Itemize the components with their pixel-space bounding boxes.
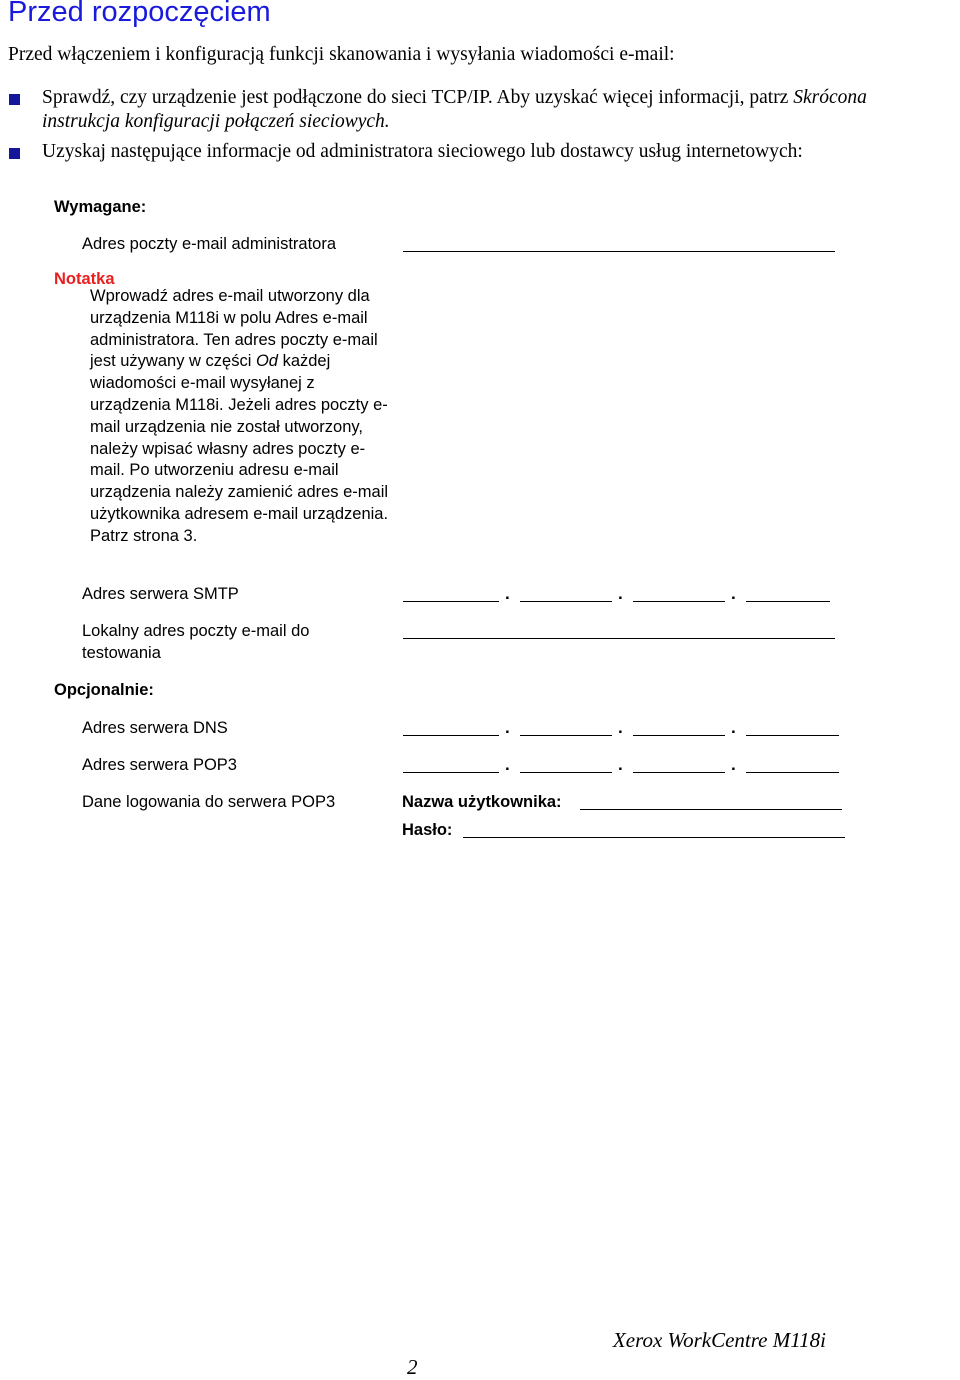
local-email-label: Lokalny adres poczty e-mail do	[82, 622, 310, 640]
ip-dot: .	[505, 584, 510, 603]
username-label: Nazwa użytkownika:	[402, 793, 562, 811]
bullet-1-doc-ref-cont: instrukcja konfiguracji połączeń sieciowych.	[42, 111, 390, 132]
pop3-octet-2[interactable]	[520, 772, 612, 773]
optional-heading: Opcjonalnie:	[54, 681, 154, 699]
dns-octet-1[interactable]	[403, 735, 499, 736]
local-email-field[interactable]	[403, 638, 835, 639]
note-heading: Notatka	[54, 270, 115, 288]
ip-dot: .	[618, 584, 623, 603]
ip-dot: .	[505, 755, 510, 774]
required-heading: Wymagane:	[54, 198, 147, 216]
page-title: Przed rozpoczęciem	[8, 0, 271, 28]
admin-email-label: Adres poczty e-mail administratora	[82, 235, 337, 253]
pop3-octet-3[interactable]	[633, 772, 725, 773]
bullet-1-text: Sprawdź, czy urządzenie jest podłączone do sieci TCP/IP. Aby uzyskać więcej informacji, patrz	[42, 87, 794, 108]
smtp-octet-2[interactable]	[520, 601, 612, 602]
smtp-octet-3[interactable]	[633, 601, 725, 602]
smtp-label: Adres serwera SMTP	[82, 585, 239, 603]
local-email-label-cont: testowania	[82, 644, 161, 662]
bullet-square-icon	[9, 148, 20, 159]
dns-label: Adres serwera DNS	[82, 719, 228, 737]
pop3-octet-4[interactable]	[746, 772, 839, 773]
bullet-1-doc-ref: Skrócona	[793, 87, 867, 108]
ip-dot: .	[731, 755, 736, 774]
smtp-octet-4[interactable]	[746, 601, 830, 602]
note-body	[90, 286, 390, 548]
dns-octet-2[interactable]	[520, 735, 612, 736]
smtp-octet-1[interactable]	[403, 601, 499, 602]
note-text-italic: Od	[255, 352, 278, 371]
pop3-label: Adres serwera POP3	[82, 756, 237, 774]
admin-email-field[interactable]	[403, 251, 835, 252]
bullet-text-1	[42, 86, 867, 109]
bullet-square-icon	[9, 94, 20, 105]
page-number: 2	[407, 1355, 418, 1379]
username-field[interactable]	[580, 809, 842, 810]
bullet-text-1-cont	[42, 110, 390, 133]
ip-dot: .	[505, 718, 510, 737]
footer-product: Xerox WorkCentre M118i	[612, 1328, 826, 1352]
dns-octet-4[interactable]	[746, 735, 839, 736]
password-field[interactable]	[463, 837, 845, 838]
note-text-1: Wprowadź adres e-mail utworzony dla urządzenia M118i w polu Adres e-mail administratora. Ten adres poczty e-mail jest używany w części	[90, 287, 378, 371]
note-text-2: każdej wiadomości e-mail wysyłanej z urządzenia M118i. Jeżeli adres poczty e-mail urządzenia nie został utworzony, należy wpisać własny adres poczty e-mail. Po utworzeniu adresu e-mail urządzenia należy zamienić adres e-mail użytkownika adresem e-mail urządzenia. Patrz strona 3.	[90, 352, 389, 545]
ip-dot: .	[731, 584, 736, 603]
bullet-text-2: Uzyskaj następujące informacje od administratora sieciowego lub dostawcy usług internetowych:	[42, 141, 803, 162]
ip-dot: .	[618, 718, 623, 737]
ip-dot: .	[731, 718, 736, 737]
pop3-login-label: Dane logowania do serwera POP3	[82, 793, 336, 811]
password-label: Hasło:	[402, 821, 453, 839]
pop3-octet-1[interactable]	[403, 772, 499, 773]
dns-octet-3[interactable]	[633, 735, 725, 736]
intro-text: Przed włączeniem i konfiguracją funkcji skanowania i wysyłania wiadomości e-mail:	[8, 44, 675, 65]
ip-dot: .	[618, 755, 623, 774]
